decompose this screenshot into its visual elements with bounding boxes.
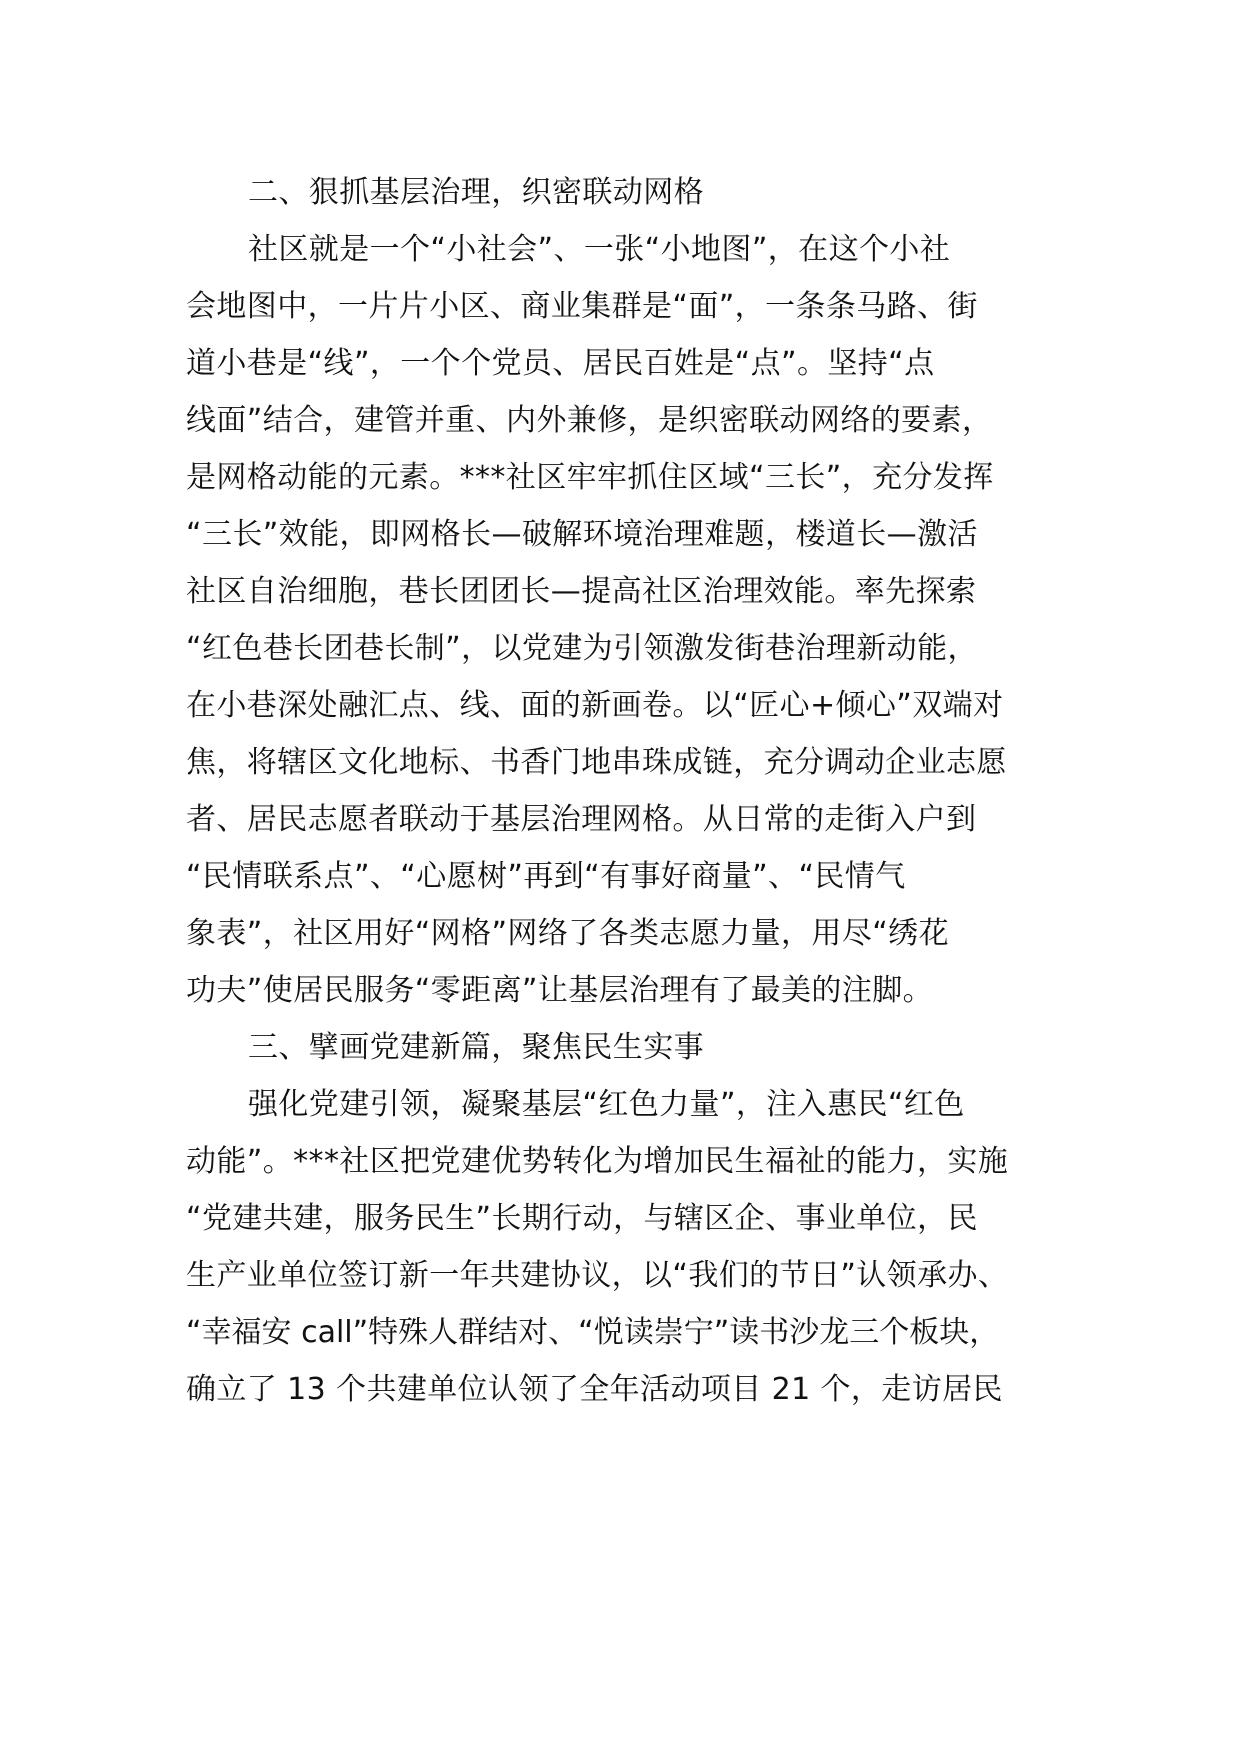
- paragraph-line: “党建共建，服务民生”长期行动，与辖区企、事业单位，民: [186, 1201, 978, 1236]
- paragraph-line: 是网格动能的元素。***社区牢牢抓住区域“三长”，充分发挥: [186, 460, 994, 495]
- section-heading-3: 三、擘画党建新篇，聚焦民生实事: [248, 1030, 704, 1065]
- section-heading-2: 二、狠抓基层治理，织密联动网格: [248, 175, 704, 210]
- paragraph-line: 生产业单位签订新一年共建协议，以“我们的节日”认领承办、: [186, 1258, 1009, 1293]
- paragraph-line: “三长”效能，即网格长—破解环境治理难题，楼道长—激活: [186, 517, 978, 552]
- paragraph-line: 者、居民志愿者联动于基层治理网格。从日常的走街入户到: [186, 802, 977, 837]
- paragraph-line: 在小巷深处融汇点、线、面的新画卷。以“匠心+倾心”双端对: [186, 688, 1004, 723]
- paragraph-line: 社区就是一个“小社会”、一张“小地图”，在这个小社: [248, 232, 951, 267]
- paragraph-line: 社区自治细胞，巷长团团长—提高社区治理效能。率先探索: [186, 574, 977, 609]
- paragraph-line: 会地图中，一片片小区、商业集群是“面”，一条条马路、街: [186, 289, 978, 324]
- paragraph-line: 焦，将辖区文化地标、书香门地串珠成链，充分调动企业志愿: [186, 745, 1007, 780]
- paragraph-line: 强化党建引领，凝聚基层“红色力量”，注入惠民“红色: [248, 1087, 965, 1122]
- paragraph-line: “红色巷长团巷长制”，以党建为引领激发街巷治理新动能，: [186, 631, 978, 666]
- paragraph-line: 线面”结合，建管并重、内外兼修，是织密联动网络的要素，: [186, 403, 993, 438]
- paragraph-line: 动能”。***社区把党建优势转化为增加民生福祉的能力，实施: [186, 1144, 1009, 1179]
- paragraph-line: “幸福安 call”特殊人群结对、“悦读崇宁”读书沙龙三个板块，: [186, 1315, 1000, 1350]
- paragraph-line: 功夫”使居民服务“零距离”让基层治理有了最美的注脚。: [186, 973, 934, 1008]
- paragraph-line: 确立了 13 个共建单位认领了全年活动项目 21 个，走访居民: [186, 1372, 1003, 1407]
- paragraph-line: 象表”，社区用好“网格”网络了各类志愿力量，用尽“绣花: [186, 916, 949, 951]
- paragraph-line: “民情联系点”、“心愿树”再到“有事好商量”、“民情气: [186, 859, 906, 894]
- paragraph-line: 道小巷是“线”，一个个党员、居民百姓是“点”。坚持“点: [186, 346, 935, 381]
